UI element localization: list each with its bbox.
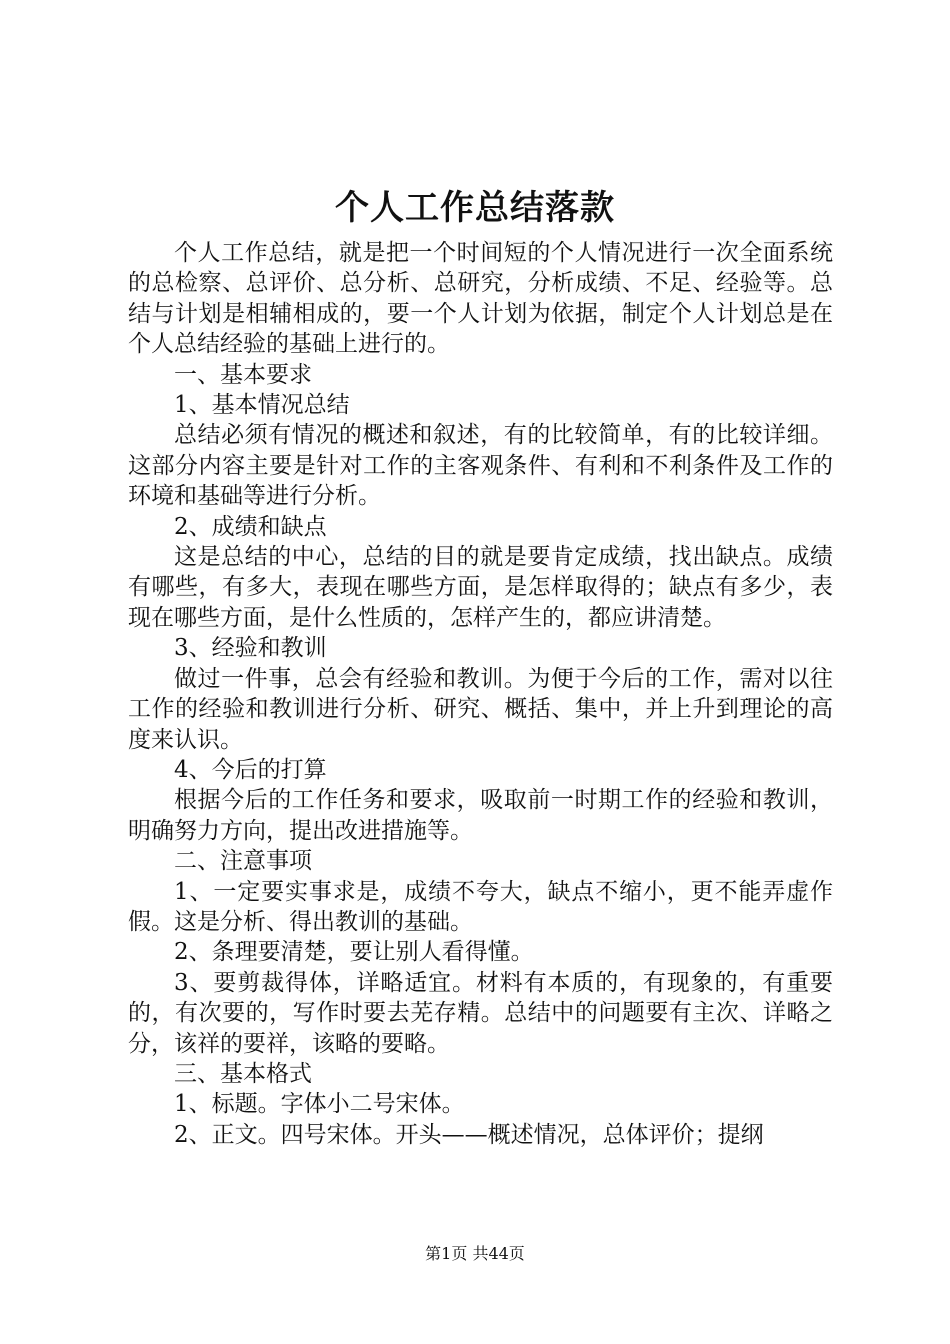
section-heading: 二、注意事项 (174, 848, 312, 875)
subsection-heading: 1、基本情况总结 (174, 392, 350, 419)
list-item: 2、条理要清楚，要让别人看得懂。 (174, 939, 534, 966)
list-item: 1、标题。字体小二号宋体。 (174, 1091, 465, 1118)
document-title: 个人工作总结落款 (335, 188, 615, 228)
paragraph: 做过一件事，总会有经验和教训。为便于今后的工作，需对以往工作的经验和教训进行分析、研究、概括、集中，并上升到理论的高度来认识。 (128, 665, 833, 753)
paragraph: 根据今后的工作任务和要求，吸取前一时期工作的经验和教训，明确努力方向，提出改进措施等。 (128, 787, 833, 844)
section-heading: 一、基本要求 (174, 361, 312, 388)
section-heading: 三、基本格式 (174, 1060, 312, 1087)
subsection-heading: 3、经验和教训 (174, 635, 327, 662)
paragraph: 这是总结的中心，总结的目的就是要肯定成绩，找出缺点。成绩有哪些，有多大，表现在哪些方面，是怎样取得的；缺点有多少，表现在哪些方面，是什么性质的，怎样产生的，都应讲清楚。 (128, 544, 833, 631)
document-body (128, 238, 833, 1150)
paragraph: 个人工作总结，就是把一个时间短的个人情况进行一次全面系统的总检察、总评价、总分析、总研究，分析成绩、不足、经验等。总结与计划是相辅相成的，要一个人计划为依据，制定个人计划总是在个人总结经验的基础上进行的。 (128, 240, 833, 358)
paragraph: 总结必须有情况的概述和叙述，有的比较简单，有的比较详细。这部分内容主要是针对工作的主客观条件、有利和不利条件及工作的环境和基础等进行分析。 (128, 422, 833, 510)
list-item: 3、要剪裁得体，详略适宜。材料有本质的，有现象的，有重要的，有次要的，写作时要去芜存精。总结中的问题要有主次、详略之分，该祥的要祥，该略的要略。 (128, 969, 833, 1057)
page-number-footer: 第1页 共44页 (425, 1244, 525, 1263)
list-item: 2、正文。四号宋体。开头——概述情况，总体评价；提纲 (174, 1121, 764, 1148)
list-item: 1、一定要实事求是，成绩不夸大，缺点不缩小，更不能弄虚作假。这是分析、得出教训的基础。 (128, 878, 833, 935)
subsection-heading: 2、成绩和缺点 (174, 513, 327, 540)
subsection-heading: 4、今后的打算 (174, 756, 327, 783)
